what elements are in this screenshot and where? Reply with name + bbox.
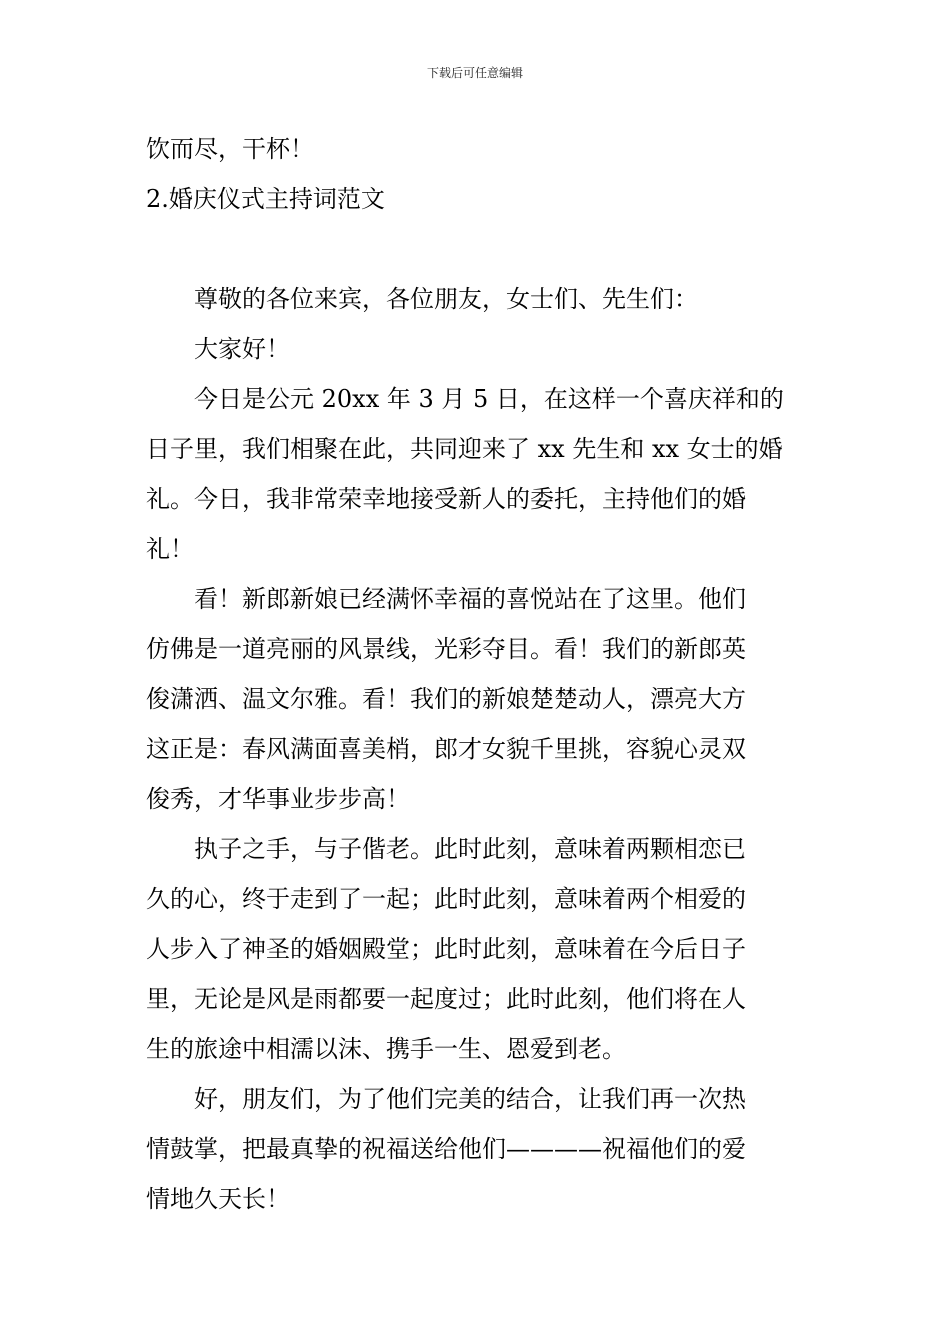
text-line: 情鼓掌，把最真挚的祝福送给他们————祝福他们的爱 xyxy=(146,1135,746,1163)
text-line: 俊潇洒、温文尔雅。看！我们的新娘楚楚动人，漂亮大方 xyxy=(146,685,746,713)
text-line: 今日是公元 20xx 年 3 月 5 日，在这样一个喜庆祥和的 xyxy=(194,385,784,413)
text-line: 日子里，我们相聚在此，共同迎来了 xx 先生和 xx 女士的婚 xyxy=(146,435,783,463)
text-line: 里，无论是风是雨都要一起度过；此时此刻，他们将在人 xyxy=(146,985,746,1013)
text-line: 情地久天长！ xyxy=(146,1185,290,1213)
text-line: 生的旅途中相濡以沫、携手一生、恩爱到老。 xyxy=(146,1035,626,1063)
text-line: 礼。今日，我非常荣幸地接受新人的委托，主持他们的婚 xyxy=(146,485,746,513)
text-line: 执子之手，与子偕老。此时此刻，意味着两颗相恋已 xyxy=(194,835,746,863)
text-line: 大家好！ xyxy=(194,335,290,363)
section-heading: 2.婚庆仪式主持词范文 xyxy=(146,185,385,213)
text-line: 饮而尽，干杯！ xyxy=(146,135,314,163)
text-line: 尊敬的各位来宾，各位朋友，女士们、先生们： xyxy=(194,285,698,313)
text-line: 礼！ xyxy=(146,535,194,563)
text-line: 人步入了神圣的婚姻殿堂；此时此刻，意味着在今后日子 xyxy=(146,935,746,963)
text-line: 仿佛是一道亮丽的风景线，光彩夺目。看！我们的新郎英 xyxy=(146,635,746,663)
text-line: 这正是：春风满面喜美梢，郎才女貌千里挑，容貌心灵双 xyxy=(146,735,746,763)
page-header: 下载后可任意编辑 xyxy=(426,66,523,80)
text-line: 俊秀，才华事业步步高！ xyxy=(146,785,410,813)
text-line: 好，朋友们，为了他们完美的结合，让我们再一次热 xyxy=(194,1085,746,1113)
text-line: 看！新郎新娘已经满怀幸福的喜悦站在了这里。他们 xyxy=(194,585,746,613)
text-line: 久的心，终于走到了一起；此时此刻，意味着两个相爱的 xyxy=(146,885,746,913)
